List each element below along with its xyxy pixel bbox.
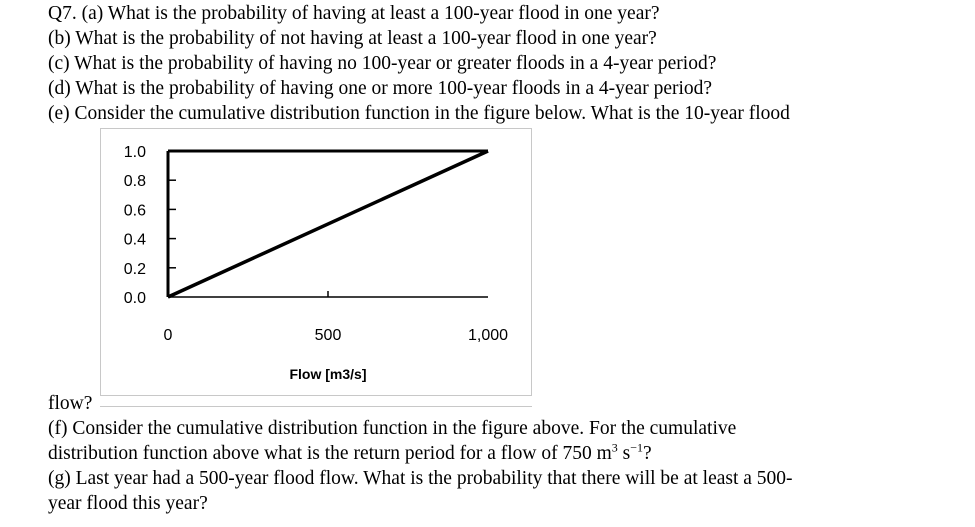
question-f-end: ? [643,443,652,464]
question-b: (b) What is the probability of not having at least a 100-year flood in one year? [48,28,657,49]
question-g-line2: year flood this year? [48,493,208,514]
cdf-series-line [168,151,488,297]
y-tick-label: 0.0 [123,290,146,307]
question-f-line1: (f) Consider the cumulative distribution function in the figure above. For the cumulative [48,418,737,439]
y-tick-label: 0.8 [123,173,146,191]
question-a: Q7. (a) What is the probability of having at least a 100-year flood in one year? [48,3,660,24]
x-tick-label: 500 [314,327,342,344]
question-f-line2 [48,442,652,466]
figure-bottom-rule [100,406,532,407]
question-g-line1: (g) Last year had a 500-year flood flow. What is the probability that there will be at least a 500- [48,468,793,489]
question-e: (e) Consider the cumulative distribution function in the figure below. What is the 10-year flood [48,103,790,124]
question-f-text: distribution function above what is the return period for a flow of 750 m [48,443,612,464]
question-c: (c) What is the probability of having no 100-year or greater floods in a 4-year period? [48,53,717,74]
superscript-minus-1: −1 [630,440,643,455]
y-tick-label: 1.0 [123,144,146,161]
question-d: (d) What is the probability of having one or more 100-year floods in a 4-year period? [48,78,713,99]
superscript-3: 3 [611,440,618,455]
x-tick-label: 0 [163,327,173,344]
question-f-unit: s [617,443,631,464]
question-e-continued: flow? [48,393,93,414]
y-tick-label: 0.6 [123,202,146,220]
y-tick-label: 0.2 [123,260,146,278]
x-tick-label: 1,000 [467,327,509,344]
x-axis-title: Flow [m3/s] [289,366,367,382]
y-tick-label: 0.4 [123,231,146,249]
